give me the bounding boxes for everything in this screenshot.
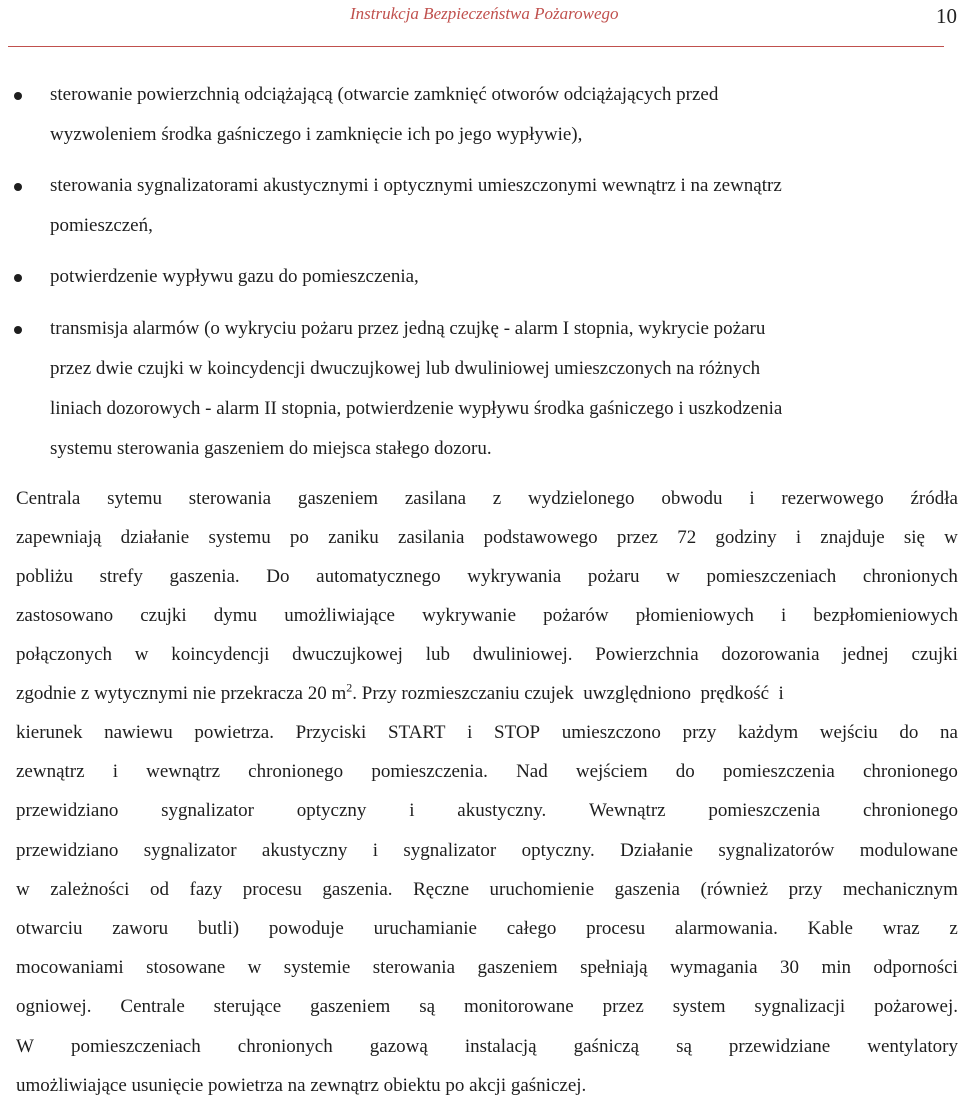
word: płomieniowych xyxy=(635,605,754,626)
word: zewnątrz xyxy=(16,761,85,782)
word: obwodu xyxy=(661,488,723,509)
word: chronionych xyxy=(862,566,958,587)
word: chronionego xyxy=(863,800,958,821)
paragraph-line xyxy=(16,840,958,862)
paragraph-line xyxy=(16,918,958,940)
word: pomieszczenia xyxy=(722,761,835,782)
word: STOP xyxy=(494,722,541,743)
word: i xyxy=(409,800,415,821)
word: Centrale xyxy=(120,996,185,1017)
word: fazy xyxy=(189,879,223,900)
list-item-line: potwierdzenie wypływu gazu do pomieszczenia, xyxy=(50,266,419,287)
word: sygnalizator xyxy=(161,800,254,821)
word: systemu xyxy=(208,527,271,548)
list-item-line: wyzwoleniem środka gaśniczego i zamknięcie ich po jego wypływie), xyxy=(50,124,583,145)
word: W xyxy=(16,1036,34,1057)
list-item-line: liniach dozorowych - alarm II stopnia, potwierdzenie wypływu środka gaśniczego i uszkodzenia xyxy=(50,398,783,419)
word: przez xyxy=(616,527,658,548)
word: system xyxy=(672,996,726,1017)
word: sygnalizator xyxy=(403,840,497,861)
word: uruchomienie xyxy=(489,879,595,900)
word: monitorowane xyxy=(463,996,574,1017)
superscript: 2 xyxy=(346,680,353,695)
paragraph-line xyxy=(16,879,958,901)
word: po xyxy=(289,527,309,548)
word: chronionego xyxy=(248,761,344,782)
word: rezerwowego xyxy=(781,488,884,509)
word: (również xyxy=(700,879,769,900)
word: lub xyxy=(425,644,450,665)
word: jednej xyxy=(842,644,889,665)
word: powietrza. xyxy=(194,722,274,743)
word: przewidziane xyxy=(728,1036,831,1057)
word: wejściu xyxy=(819,722,878,743)
word: zależności xyxy=(50,879,130,900)
word: działanie xyxy=(120,527,190,548)
word: Działanie xyxy=(620,840,693,861)
word: zastosowano xyxy=(16,605,114,626)
word: dwuliniowej. xyxy=(472,644,573,665)
word: wykrywanie xyxy=(422,605,517,626)
word: wydzielonego xyxy=(527,488,635,509)
word: Przyciski xyxy=(295,722,367,743)
word: Wewnątrz xyxy=(589,800,666,821)
word: stosowane xyxy=(146,957,226,978)
word: systemie xyxy=(283,957,351,978)
paragraph-line: umożliwiające usunięcie powietrza na zewnątrz obiektu po akcji gaśniczej. xyxy=(16,1075,587,1096)
word: całego xyxy=(506,918,557,939)
word: zaworu xyxy=(112,918,169,939)
word: od xyxy=(149,879,169,900)
word: chronionego xyxy=(862,761,958,782)
word: w xyxy=(247,957,262,978)
word: min xyxy=(821,957,851,978)
paragraph-line xyxy=(16,488,958,510)
word: na xyxy=(940,722,958,743)
word: i xyxy=(112,761,118,782)
word: START xyxy=(387,722,446,743)
word: gaszenia xyxy=(614,879,680,900)
word: koincydencji xyxy=(171,644,270,665)
word: spełniają xyxy=(580,957,648,978)
word: wejściem xyxy=(575,761,648,782)
paragraph-line xyxy=(16,527,958,549)
word: Do xyxy=(266,566,290,587)
list-item-line: transmisja alarmów (o wykryciu pożaru przez jedną czujkę - alarm I stopnia, wykrycie pożaru xyxy=(50,318,766,339)
word: zasilania xyxy=(397,527,465,548)
word: Nad xyxy=(516,761,548,782)
word: akustyczny. xyxy=(457,800,547,821)
word: procesu xyxy=(586,918,646,939)
word: dwuczujkowej xyxy=(292,644,403,665)
word: optyczny. xyxy=(521,840,595,861)
word: znajduje xyxy=(820,527,885,548)
word: odporności xyxy=(873,957,958,978)
word: sterujące xyxy=(213,996,282,1017)
word: gaszeniem xyxy=(310,996,391,1017)
word: przez xyxy=(602,996,644,1017)
word: do xyxy=(899,722,919,743)
word: bezpłomieniowych xyxy=(813,605,958,626)
bullet-icon xyxy=(14,92,22,100)
word: przewidziano xyxy=(16,800,119,821)
word: do xyxy=(675,761,695,782)
word: godziny xyxy=(715,527,777,548)
paragraph-line xyxy=(16,761,958,783)
word: w xyxy=(134,644,149,665)
word: sterowania xyxy=(188,488,272,509)
word: pożarowej. xyxy=(874,996,958,1017)
list-item-line: sterowanie powierzchnią odciążającą (otwarcie zamknięć otworów odciążających przed xyxy=(50,84,719,105)
word: przy xyxy=(682,722,717,743)
word: są xyxy=(419,996,436,1017)
word: sterowania xyxy=(372,957,456,978)
word: pożarów xyxy=(543,605,609,626)
word: i xyxy=(795,527,802,548)
word: gazową xyxy=(369,1036,428,1057)
word: pomieszczeniach xyxy=(70,1036,201,1057)
word: i xyxy=(781,605,787,626)
document-title: Instrukcja Bezpieczeństwa Pożarowego xyxy=(350,4,619,23)
word: akustyczny xyxy=(261,840,348,861)
word: wentylatory xyxy=(867,1036,958,1057)
word: Kable xyxy=(807,918,853,939)
list-item-line: systemu sterowania gaszeniem do miejsca stałego dozoru. xyxy=(50,438,492,459)
word: gaszenia. xyxy=(169,566,240,587)
word: w xyxy=(16,879,30,900)
bullet-icon xyxy=(14,326,22,334)
word: 30 xyxy=(780,957,800,978)
word: kierunek xyxy=(16,722,83,743)
paragraph-line xyxy=(16,1036,958,1058)
word: wewnątrz xyxy=(146,761,221,782)
word: ogniowej. xyxy=(16,996,92,1017)
word: przewidziano xyxy=(16,840,119,861)
paragraph-line xyxy=(16,680,784,705)
word: wymagania xyxy=(670,957,758,978)
word: czujki xyxy=(140,605,187,626)
word: butli) xyxy=(197,918,240,939)
word: powoduje xyxy=(268,918,344,939)
word: z xyxy=(492,488,502,509)
page-header xyxy=(0,0,960,50)
paragraph-line xyxy=(16,644,958,666)
word: są xyxy=(676,1036,692,1057)
word: mocowaniami xyxy=(16,957,124,978)
paragraph-line xyxy=(16,566,958,588)
paragraph-line-text: zgodnie z wytycznymi nie przekracza 20 m xyxy=(16,683,347,704)
word: umieszczono xyxy=(561,722,661,743)
paragraph-line xyxy=(16,605,958,627)
list-item-line: pomieszczeń, xyxy=(50,215,153,236)
word: gaszenia. xyxy=(322,879,393,900)
word: Powierzchnia xyxy=(595,644,699,665)
word: i xyxy=(749,488,755,509)
word: alarmowania. xyxy=(674,918,778,939)
bullet-icon xyxy=(14,183,22,191)
word: optyczny xyxy=(296,800,367,821)
word: gaszeniem xyxy=(297,488,379,509)
word: procesu xyxy=(242,879,302,900)
word: pomieszczeniach xyxy=(706,566,837,587)
word: pomieszczenia. xyxy=(371,761,488,782)
list-item-line: przez dwie czujki w koincydencji dwuczujkowej lub dwuliniowej umieszczonych na różnych xyxy=(50,358,761,379)
word: zasilana xyxy=(404,488,466,509)
word: zaniku xyxy=(328,527,379,548)
page-number: 10 xyxy=(936,4,957,28)
word: i xyxy=(372,840,379,861)
word: dozorowania xyxy=(721,644,820,665)
word: wraz xyxy=(882,918,920,939)
word: chronionych xyxy=(237,1036,333,1057)
word: pomieszczenia xyxy=(708,800,821,821)
paragraph-line xyxy=(16,800,958,822)
word: strefy xyxy=(99,566,143,587)
list-item-line: sterowania sygnalizatorami akustycznymi i optycznymi umieszczonymi wewnątrz i na zewnątrz xyxy=(50,175,782,196)
word: umożliwiające xyxy=(284,605,395,626)
word: automatycznego xyxy=(316,566,441,587)
word: źródła xyxy=(910,488,958,509)
word: połączonych xyxy=(16,644,113,665)
word: i xyxy=(467,722,473,743)
word: w xyxy=(944,527,958,548)
word: się xyxy=(903,527,925,548)
word: modulowane xyxy=(859,840,958,861)
word: sygnalizacji xyxy=(754,996,846,1017)
paragraph-line xyxy=(16,722,958,744)
word: sygnalizator xyxy=(143,840,237,861)
word: w xyxy=(666,566,680,587)
word: pożaru xyxy=(587,566,640,587)
word: z xyxy=(949,918,958,939)
paragraph-line-text: . Przy rozmieszczaniu czujek uwzględniono prędkość i xyxy=(352,683,784,704)
word: instalacją xyxy=(464,1036,537,1057)
header-divider xyxy=(8,46,944,47)
word: zapewniają xyxy=(16,527,102,548)
word: Ręczne xyxy=(413,879,469,900)
word: 72 xyxy=(677,527,697,548)
word: podstawowego xyxy=(483,527,598,548)
word: wykrywania xyxy=(467,566,562,587)
word: otwarciu xyxy=(16,918,83,939)
word: pobliżu xyxy=(16,566,73,587)
word: każdym xyxy=(737,722,799,743)
word: sytemu xyxy=(107,488,163,509)
paragraph-line xyxy=(16,957,958,979)
paragraph-line xyxy=(16,996,958,1018)
word: uruchamianie xyxy=(373,918,477,939)
word: mechanicznym xyxy=(842,879,958,900)
word: Centrala xyxy=(16,488,81,509)
bullet-icon xyxy=(14,274,22,282)
word: dymu xyxy=(213,605,258,626)
word: sygnalizatorów xyxy=(718,840,835,861)
word: gaszeniem xyxy=(477,957,558,978)
word: czujki xyxy=(911,644,958,665)
word: przy xyxy=(788,879,823,900)
word: gaśniczą xyxy=(573,1036,640,1057)
word: nawiewu xyxy=(104,722,173,743)
